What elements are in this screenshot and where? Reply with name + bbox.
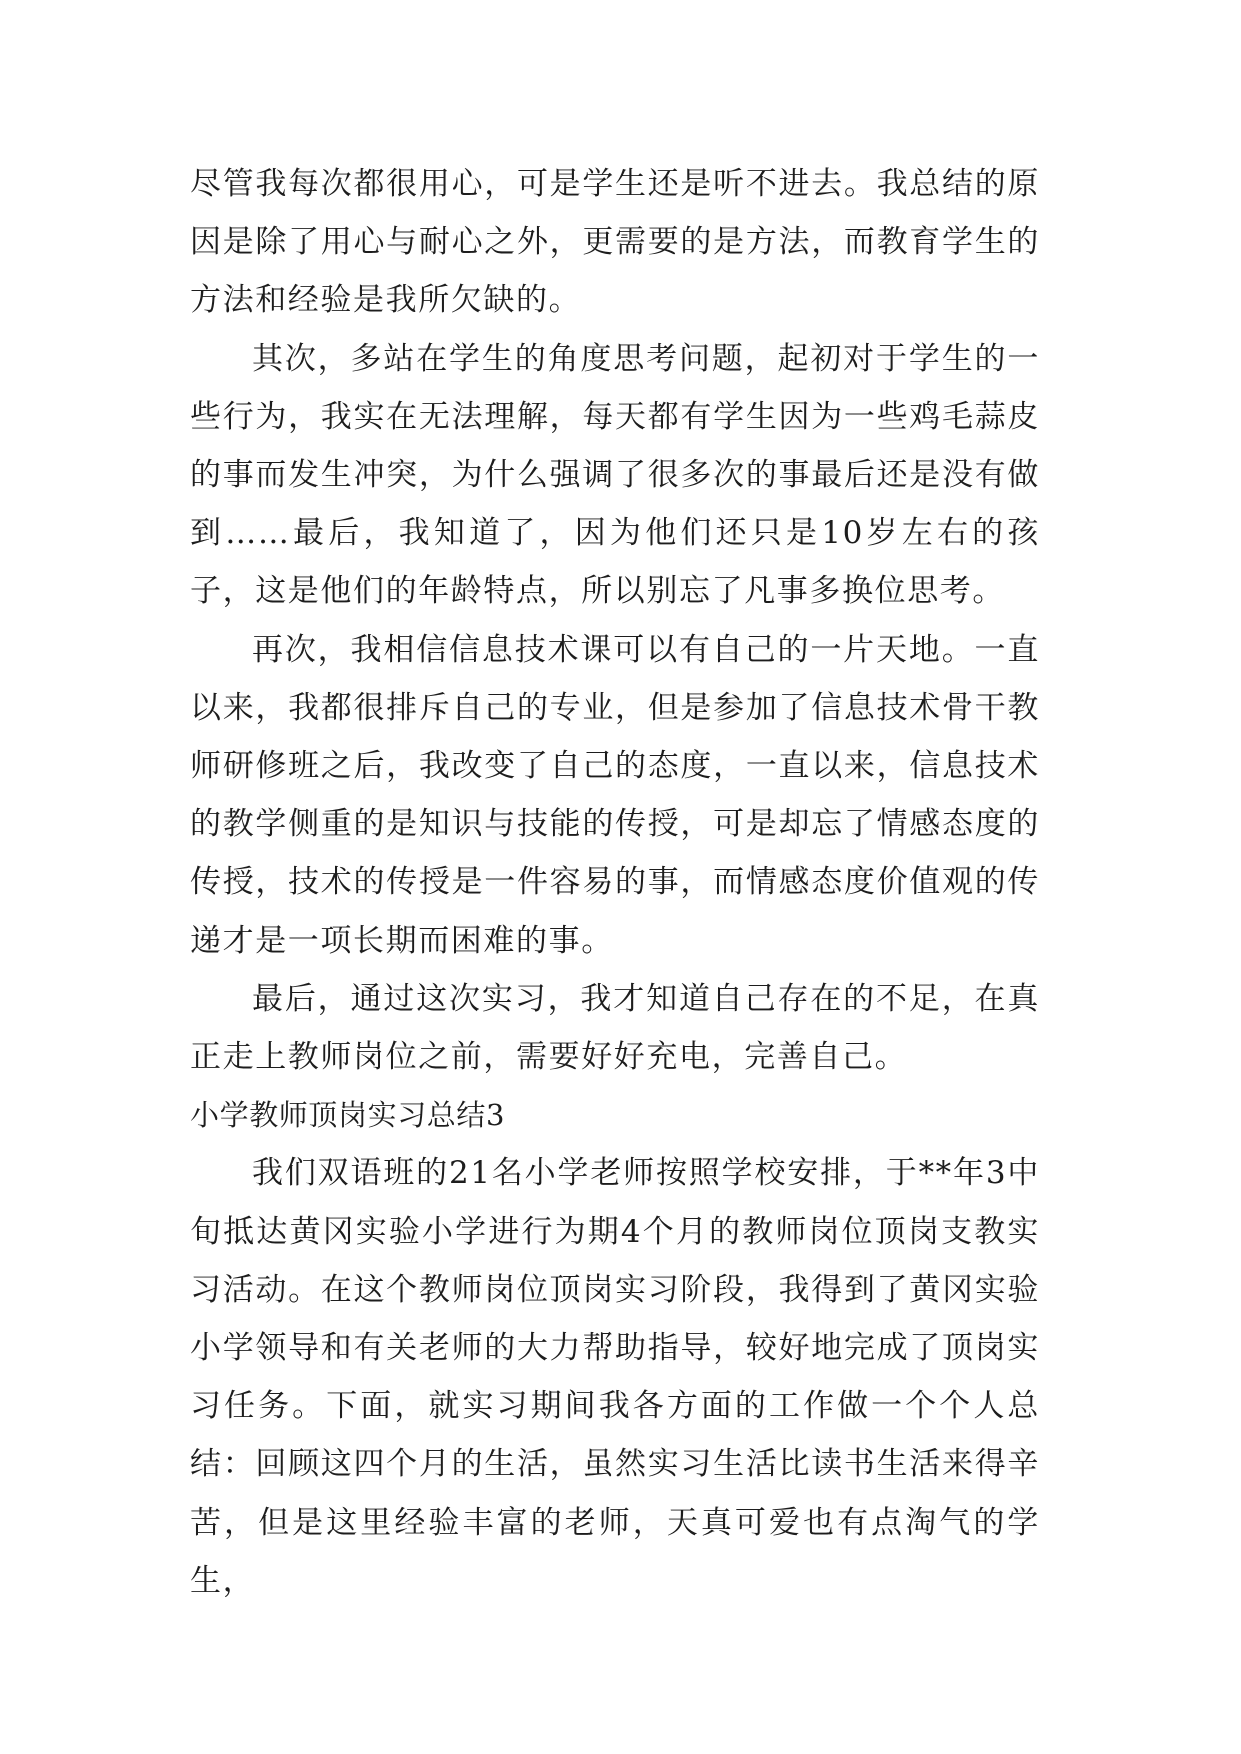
document-body [190,155,1040,1610]
paragraph-finally: 最后，通过这次实习，我才知道自己存在的不足，在真正走上教师岗位之前，需要好好充电，完善自己。 [190,980,1040,1076]
paragraph-thirdly: 再次，我相信信息技术课可以有自己的一片天地。一直以来，我都很排斥自己的专业，但是参加了信息技术骨干教师研修班之后，我改变了自己的态度，一直以来，信息技术的教学侧重的是知识与技能的传授，可是却忘了情感态度的传授，技术的传授是一件容易的事，而情感态度价值观的传递才是一项长期而困难的事。 [190,631,1040,959]
paragraph-continuation: 尽管我每次都很用心，可是学生还是听不进去。我总结的原因是除了用心与耐心之外，更需要的是方法，而教育学生的方法和经验是我所欠缺的。 [190,166,1040,319]
section-heading: 小学教师顶岗实习总结3 [190,1098,506,1133]
paragraph-summary-intro: 我们双语班的21名小学老师按照学校安排，于**年3中旬抵达黄冈实验小学进行为期4个月的教师岗位顶岗支教实习活动。在这个教师岗位顶岗实习阶段，我得到了黄冈实验小学领导和有关老师的大力帮助指导，较好地完成了顶岗实习任务。下面，就实习期间我各方面的工作做一个个人总结：回顾这四个月的生活，虽然实习生活比读书生活来得辛苦，但是这里经验丰富的老师，天真可爱也有点淘气的学生， [190,1155,1040,1599]
paragraph-secondly: 其次，多站在学生的角度思考问题，起初对于学生的一些行为，我实在无法理解，每天都有学生因为一些鸡毛蒜皮的事而发生冲突，为什么强调了很多次的事最后还是没有做到……最后，我知道了，因为他们还只是10岁左右的孩子，这是他们的年龄特点，所以别忘了凡事多换位思考。 [190,340,1040,610]
